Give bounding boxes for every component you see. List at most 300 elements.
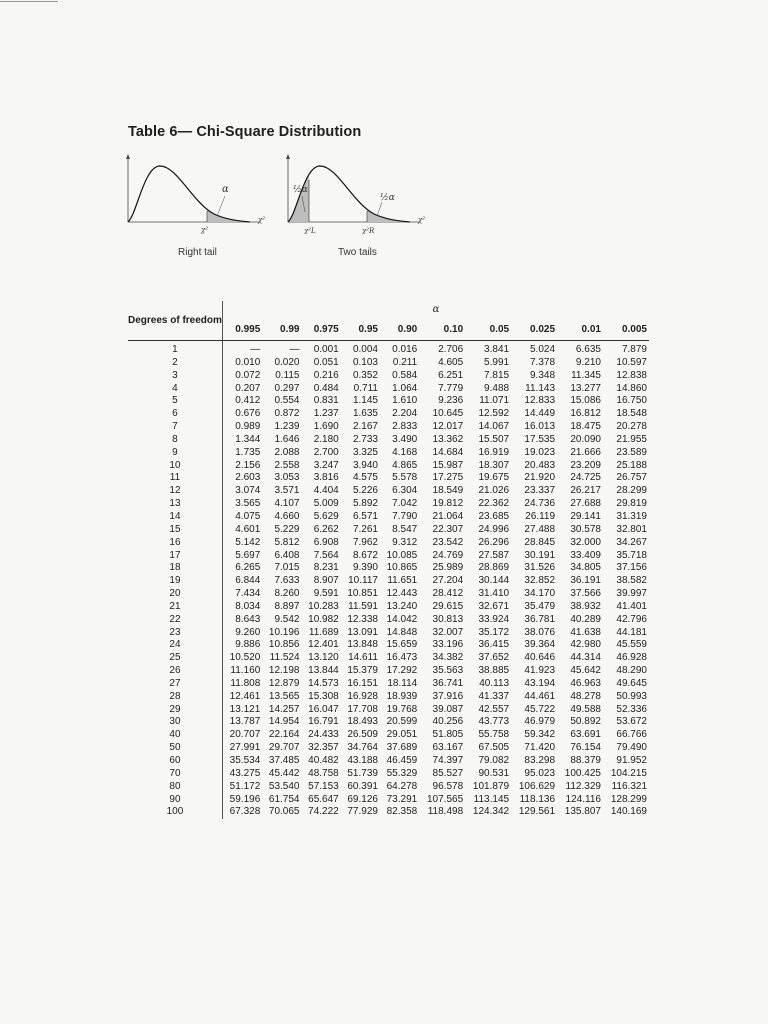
df-cell: 27: [128, 678, 222, 691]
critical-value-cell: 12.592: [478, 408, 510, 420]
table-row: [128, 665, 649, 678]
critical-value-cell: 6.635: [575, 344, 601, 355]
critical-value-cell: 13.240: [386, 600, 418, 612]
critical-value-cell: 107.565: [426, 793, 464, 805]
critical-value-cell: 59.196: [229, 793, 261, 805]
critical-value-cell: 21.955: [616, 433, 647, 445]
critical-value-cell: 69.126: [347, 793, 378, 805]
critical-value-cell: 12.879: [268, 677, 300, 689]
critical-value-cell: 14.684: [432, 446, 464, 458]
critical-value-cell: 40.113: [479, 677, 510, 689]
critical-value-cell: 1.690: [313, 421, 339, 433]
df-cell: 21: [128, 601, 222, 614]
table-row: [128, 383, 649, 396]
critical-value-cell: 5.229: [274, 523, 300, 535]
table-row: [128, 729, 649, 742]
critical-value-cell: 2.167: [352, 421, 378, 433]
critical-value-cell: 13.362: [432, 433, 464, 445]
critical-value-cell: 16.151: [347, 677, 378, 689]
critical-value-cell: 29.707: [268, 742, 300, 754]
critical-value-cell: 124.116: [565, 793, 601, 805]
critical-value-cell: 118.498: [427, 806, 464, 818]
critical-value-cell: 20.599: [386, 716, 418, 728]
table-row: [128, 434, 649, 447]
critical-value-cell: 3.565: [235, 498, 261, 510]
df-cell: 17: [128, 550, 222, 563]
critical-value-cell: 24.769: [432, 549, 464, 561]
critical-value-cell: 27.688: [570, 498, 601, 510]
critical-value-cell: 51.805: [432, 729, 464, 741]
right-tail-curve: [128, 166, 250, 222]
table-body: [128, 341, 649, 820]
right-tail-diagram: [122, 154, 272, 234]
critical-value-cell: 0.352: [352, 369, 378, 381]
critical-value-cell: 8.907: [313, 575, 339, 587]
critical-value-cell: 9.236: [438, 395, 464, 407]
critical-value-cell: 8.643: [235, 613, 261, 625]
alpha-col-header: 0.10: [419, 318, 465, 341]
table-row: [128, 627, 649, 640]
right-tail-x-label: χ²: [258, 216, 266, 224]
critical-value-cell: 6.844: [235, 575, 261, 587]
critical-value-cell: 42.796: [616, 613, 647, 625]
df-cell: 8: [128, 434, 222, 447]
critical-value-cell: 23.542: [432, 536, 464, 548]
critical-value-cell: 21.064: [432, 510, 464, 522]
critical-value-cell: 0.207: [235, 382, 261, 394]
critical-value-cell: 91.952: [616, 755, 647, 766]
critical-value-cell: 0.872: [274, 408, 300, 420]
critical-value-cell: 18.307: [478, 459, 510, 471]
critical-value-cell: 0.103: [352, 356, 378, 368]
critical-value-cell: 17.292: [386, 665, 418, 677]
df-cell: 6: [128, 408, 222, 421]
df-cell: 100: [128, 806, 222, 819]
critical-value-cell: 128.299: [610, 793, 647, 805]
two-tails-right-alpha-label: ½α: [380, 193, 395, 203]
critical-value-cell: 1.344: [235, 433, 261, 445]
critical-value-cell: 34.170: [524, 588, 556, 600]
critical-value-cell: 35.534: [229, 755, 261, 766]
critical-value-cell: 8.547: [392, 523, 418, 535]
critical-value-cell: 48.290: [616, 665, 647, 677]
critical-value-cell: 0.484: [313, 382, 339, 394]
critical-value-cell: 12.443: [386, 588, 418, 600]
critical-value-cell: 45.642: [570, 665, 601, 677]
df-cell: 29: [128, 704, 222, 717]
critical-value-cell: 37.566: [570, 588, 601, 600]
critical-value-cell: 23.685: [478, 510, 510, 522]
critical-value-cell: 0.016: [392, 344, 418, 355]
df-cell: 3: [128, 370, 222, 383]
critical-value-cell: 13.091: [347, 626, 378, 638]
critical-value-cell: 15.086: [570, 395, 601, 407]
critical-value-cell: 42.557: [478, 703, 510, 715]
critical-value-cell: 18.493: [347, 716, 378, 728]
critical-value-cell: 22.307: [432, 523, 464, 535]
critical-value-cell: 5.024: [529, 344, 556, 355]
table-row: [128, 472, 649, 485]
critical-value-cell: 26.119: [525, 510, 556, 522]
two-tails-right-crit-label: χ²R: [362, 227, 375, 234]
df-cell: 9: [128, 447, 222, 460]
critical-value-cell: 0.676: [235, 408, 261, 420]
critical-value-cell: 25.188: [616, 459, 647, 471]
df-cell: 25: [128, 652, 222, 665]
critical-value-cell: 36.191: [570, 575, 601, 587]
critical-value-cell: 1.646: [274, 433, 300, 445]
critical-value-cell: 41.923: [524, 665, 556, 677]
table-row: [128, 678, 649, 691]
table-row: [128, 652, 649, 665]
critical-value-cell: 90.531: [478, 767, 510, 779]
critical-value-cell: 1.239: [274, 421, 300, 433]
critical-value-cell: 37.689: [386, 742, 418, 754]
critical-value-cell: 4.601: [235, 523, 261, 535]
critical-value-cell: 33.924: [478, 613, 510, 625]
critical-value-cell: 48.758: [308, 767, 339, 779]
critical-value-cell: 41.337: [478, 690, 510, 702]
critical-value-cell: 46.928: [616, 652, 647, 664]
critical-value-cell: 37.652: [478, 652, 510, 664]
critical-value-cell: 30.191: [524, 549, 556, 561]
critical-value-cell: 12.833: [524, 395, 556, 407]
critical-value-cell: 0.010: [235, 356, 261, 368]
critical-value-cell: 8.897: [274, 600, 300, 612]
critical-value-cell: 27.488: [524, 523, 556, 535]
critical-value-cell: 6.408: [274, 549, 300, 561]
critical-value-cell: 26.757: [616, 472, 647, 484]
df-cell: 7: [128, 421, 222, 434]
alpha-col-header: 0.95: [341, 318, 380, 341]
critical-value-cell: 35.718: [616, 549, 647, 561]
critical-value-cell: 33.196: [432, 639, 464, 651]
critical-value-cell: 15.987: [432, 459, 464, 471]
critical-value-cell: 3.571: [274, 485, 300, 497]
critical-value-cell: 20.090: [570, 433, 601, 445]
critical-value-cell: 7.564: [313, 549, 339, 561]
critical-value-cell: 3.074: [235, 485, 261, 497]
critical-value-cell: 2.700: [313, 446, 339, 458]
critical-value-cell: 100.425: [564, 767, 601, 779]
critical-value-cell: 19.023: [524, 446, 556, 458]
page-edge-mark: [0, 1, 58, 2]
table-row: [128, 806, 649, 819]
alpha-col-header: 0.005: [603, 318, 649, 341]
critical-value-cell: 2.558: [274, 459, 300, 471]
critical-value-cell: 15.308: [308, 690, 339, 702]
critical-value-cell: 26.296: [478, 536, 510, 548]
critical-value-cell: 112.329: [565, 780, 601, 792]
critical-value-cell: 79.490: [616, 742, 647, 754]
table-row: [128, 370, 649, 383]
df-cell: 50: [128, 742, 222, 755]
critical-value-cell: 8.231: [313, 562, 339, 574]
critical-value-cell: 14.573: [308, 677, 339, 689]
critical-value-cell: 31.526: [524, 562, 556, 574]
critical-value-cell: 51.739: [347, 767, 378, 779]
critical-value-cell: 17.275: [432, 472, 464, 484]
critical-value-cell: 28.845: [524, 536, 556, 548]
alpha-header: α: [432, 304, 440, 315]
critical-value-cell: 19.812: [432, 498, 464, 510]
critical-value-cell: 13.120: [308, 652, 339, 664]
critical-value-cell: 6.265: [235, 562, 261, 574]
critical-value-cell: 23.209: [570, 459, 601, 471]
alpha-col-header: 0.05: [465, 318, 511, 341]
critical-value-cell: 27.991: [229, 742, 261, 754]
table-row: [128, 408, 649, 421]
df-cell: 22: [128, 614, 222, 627]
critical-value-cell: 15.379: [347, 665, 378, 677]
critical-value-cell: 1.145: [352, 395, 378, 407]
critical-value-cell: 7.378: [529, 356, 556, 368]
critical-value-cell: 14.848: [386, 626, 418, 638]
table-row: [128, 460, 649, 473]
critical-value-cell: 106.629: [518, 780, 556, 792]
critical-value-cell: 16.750: [616, 395, 647, 407]
critical-value-cell: 14.860: [616, 382, 647, 394]
critical-value-cell: 16.919: [478, 446, 510, 458]
critical-value-cell: —: [289, 344, 300, 355]
critical-value-cell: 36.781: [524, 613, 556, 625]
critical-value-cell: 26.509: [347, 729, 378, 741]
df-cell: 19: [128, 575, 222, 588]
critical-value-cell: 20.483: [524, 459, 556, 471]
critical-value-cell: 29.615: [432, 600, 464, 612]
critical-value-cell: 5.578: [392, 472, 418, 484]
table-row: [128, 755, 649, 768]
critical-value-cell: 46.979: [524, 716, 556, 728]
critical-value-cell: 11.591: [348, 600, 378, 612]
critical-value-cell: 18.548: [616, 408, 647, 420]
critical-value-cell: 11.160: [230, 665, 261, 677]
critical-value-cell: 38.582: [616, 575, 647, 587]
critical-value-cell: 0.004: [352, 344, 378, 355]
critical-value-cell: 59.342: [524, 729, 556, 741]
critical-value-cell: 7.879: [621, 344, 647, 355]
critical-value-cell: 46.459: [386, 755, 418, 766]
critical-value-cell: 9.210: [575, 356, 601, 368]
critical-value-cell: 11.524: [269, 652, 300, 664]
critical-value-cell: 6.304: [392, 485, 418, 497]
critical-value-cell: 5.142: [235, 536, 261, 548]
critical-value-cell: 71.420: [524, 742, 556, 754]
df-cell: 20: [128, 588, 222, 601]
critical-value-cell: 0.989: [235, 421, 261, 433]
table-row: [128, 716, 649, 729]
critical-value-cell: 27.587: [478, 549, 510, 561]
critical-value-cell: 82.358: [386, 806, 418, 818]
critical-value-cell: 0.001: [313, 344, 339, 355]
table-row: [128, 601, 649, 614]
critical-value-cell: 24.996: [478, 523, 510, 535]
critical-value-cell: 11.071: [479, 395, 510, 407]
table-row: [128, 562, 649, 575]
critical-value-cell: 49.645: [616, 677, 647, 689]
critical-value-cell: 28.869: [478, 562, 510, 574]
critical-value-cell: 118.136: [519, 793, 556, 805]
critical-value-cell: 55.758: [478, 729, 510, 741]
critical-value-cell: 17.708: [347, 703, 378, 715]
df-cell: 23: [128, 627, 222, 640]
table-row: [128, 639, 649, 652]
critical-value-cell: 32.671: [478, 600, 510, 612]
critical-value-cell: 24.433: [308, 729, 339, 741]
critical-value-cell: 1.735: [235, 446, 261, 458]
two-tails-caption: Two tails: [338, 247, 377, 258]
critical-value-cell: 2.204: [392, 408, 418, 420]
critical-value-cell: 13.565: [268, 690, 300, 702]
critical-value-cell: 14.954: [268, 716, 300, 728]
critical-value-cell: 6.571: [352, 510, 378, 522]
critical-value-cell: 33.409: [570, 549, 601, 561]
table-row: [128, 614, 649, 627]
critical-value-cell: 34.267: [616, 536, 647, 548]
table-row: [128, 357, 649, 370]
critical-value-cell: —: [250, 344, 261, 355]
critical-value-cell: 44.314: [570, 652, 601, 664]
df-cell: 10: [128, 460, 222, 473]
table-row: [128, 588, 649, 601]
table-row: [128, 498, 649, 511]
critical-value-cell: 60.391: [347, 780, 378, 792]
critical-value-cell: 21.920: [524, 472, 556, 484]
critical-value-cell: 24.736: [524, 498, 556, 510]
critical-value-cell: 32.007: [432, 626, 464, 638]
critical-value-cell: 3.841: [484, 344, 510, 355]
table-row: [128, 395, 649, 408]
critical-value-cell: 13.848: [347, 639, 378, 651]
critical-value-cell: 37.916: [432, 690, 464, 702]
critical-value-cell: 3.325: [352, 446, 378, 458]
critical-value-cell: 0.211: [392, 356, 418, 368]
critical-value-cell: 52.336: [616, 703, 647, 715]
critical-value-cell: 77.929: [347, 806, 378, 818]
critical-value-cell: 74.222: [308, 806, 339, 818]
critical-value-cell: 48.278: [570, 690, 601, 702]
critical-value-cell: 10.520: [229, 652, 261, 664]
critical-value-cell: 32.000: [570, 536, 601, 548]
critical-value-cell: 40.256: [432, 716, 464, 728]
critical-value-cell: 10.865: [386, 562, 418, 574]
critical-value-cell: 0.412: [235, 395, 261, 407]
df-cell: 11: [128, 472, 222, 485]
critical-value-cell: 57.153: [308, 780, 339, 792]
table-row: [128, 511, 649, 524]
critical-value-cell: 38.932: [570, 600, 601, 612]
critical-value-cell: 16.791: [308, 716, 339, 728]
critical-value-cell: 16.473: [386, 652, 418, 664]
critical-value-cell: 45.442: [268, 767, 300, 779]
critical-value-cell: 4.168: [392, 446, 418, 458]
critical-value-cell: 5.009: [313, 498, 339, 510]
critical-value-cell: 21.026: [478, 485, 510, 497]
critical-value-cell: 16.047: [308, 703, 339, 715]
critical-value-cell: 2.088: [274, 446, 300, 458]
critical-value-cell: 5.892: [352, 498, 378, 510]
critical-value-cell: 15.659: [386, 639, 418, 651]
critical-value-cell: 14.257: [268, 703, 300, 715]
critical-value-cell: 53.672: [616, 716, 647, 728]
alpha-col-header: 0.90: [380, 318, 419, 341]
critical-value-cell: 31.319: [616, 510, 647, 522]
critical-value-cell: 42.980: [570, 639, 601, 651]
critical-value-cell: 45.722: [524, 703, 556, 715]
two-tails-diagram: [282, 154, 432, 234]
critical-value-cell: 11.143: [525, 382, 556, 394]
critical-value-cell: 14.449: [524, 408, 556, 420]
critical-value-cell: 35.479: [524, 600, 556, 612]
critical-value-cell: 83.298: [524, 755, 556, 766]
critical-value-cell: 7.962: [352, 536, 378, 548]
critical-value-cell: 10.982: [308, 613, 339, 625]
critical-value-cell: 43.275: [229, 767, 261, 779]
critical-value-cell: 65.647: [308, 793, 339, 805]
critical-value-cell: 9.886: [235, 639, 261, 651]
critical-value-cell: 2.180: [313, 433, 339, 445]
critical-value-cell: 8.034: [235, 600, 261, 612]
df-cell: 26: [128, 665, 222, 678]
critical-value-cell: 30.578: [570, 523, 601, 535]
critical-value-cell: 14.067: [478, 421, 510, 433]
critical-value-cell: 63.167: [432, 742, 464, 754]
table-row: [128, 485, 649, 498]
critical-value-cell: 6.262: [313, 523, 339, 535]
critical-value-cell: 76.154: [570, 742, 601, 754]
table-row: [128, 537, 649, 550]
critical-value-cell: 6.908: [313, 536, 339, 548]
right-tail-shaded-area: [128, 166, 250, 222]
critical-value-cell: 2.603: [235, 472, 261, 484]
critical-value-cell: 13.844: [308, 665, 339, 677]
df-cell: 14: [128, 511, 222, 524]
critical-value-cell: 140.169: [610, 806, 647, 818]
critical-value-cell: 3.940: [352, 459, 378, 471]
critical-value-cell: 37.156: [616, 562, 647, 574]
critical-value-cell: 9.390: [352, 562, 378, 574]
critical-value-cell: 25.989: [432, 562, 464, 574]
table-row: [128, 447, 649, 460]
df-cell: 80: [128, 781, 222, 794]
critical-value-cell: 10.645: [432, 408, 464, 420]
critical-value-cell: 39.364: [524, 639, 556, 651]
critical-value-cell: 13.277: [570, 382, 601, 394]
critical-value-cell: 61.754: [268, 793, 300, 805]
critical-value-cell: 29.141: [570, 510, 601, 522]
critical-value-cell: 4.404: [313, 485, 339, 497]
critical-value-cell: 0.020: [274, 356, 300, 368]
critical-value-cell: 9.488: [484, 382, 510, 394]
critical-value-cell: 5.812: [274, 536, 300, 548]
critical-value-cell: 29.051: [386, 729, 418, 741]
critical-value-cell: 7.042: [392, 498, 418, 510]
df-cell: 2: [128, 357, 222, 370]
critical-value-cell: 70.065: [268, 806, 300, 818]
critical-value-cell: 18.475: [570, 421, 601, 433]
critical-value-cell: 22.164: [268, 729, 300, 741]
table-row: [128, 781, 649, 794]
critical-value-cell: 32.852: [524, 575, 556, 587]
df-cell: 70: [128, 768, 222, 781]
critical-value-cell: 0.554: [274, 395, 300, 407]
critical-value-cell: 66.766: [616, 729, 647, 741]
critical-value-cell: 51.172: [229, 780, 261, 792]
df-cell: 13: [128, 498, 222, 511]
table-row: [128, 341, 649, 357]
critical-value-cell: 41.638: [570, 626, 601, 638]
critical-value-cell: 10.597: [616, 356, 647, 368]
